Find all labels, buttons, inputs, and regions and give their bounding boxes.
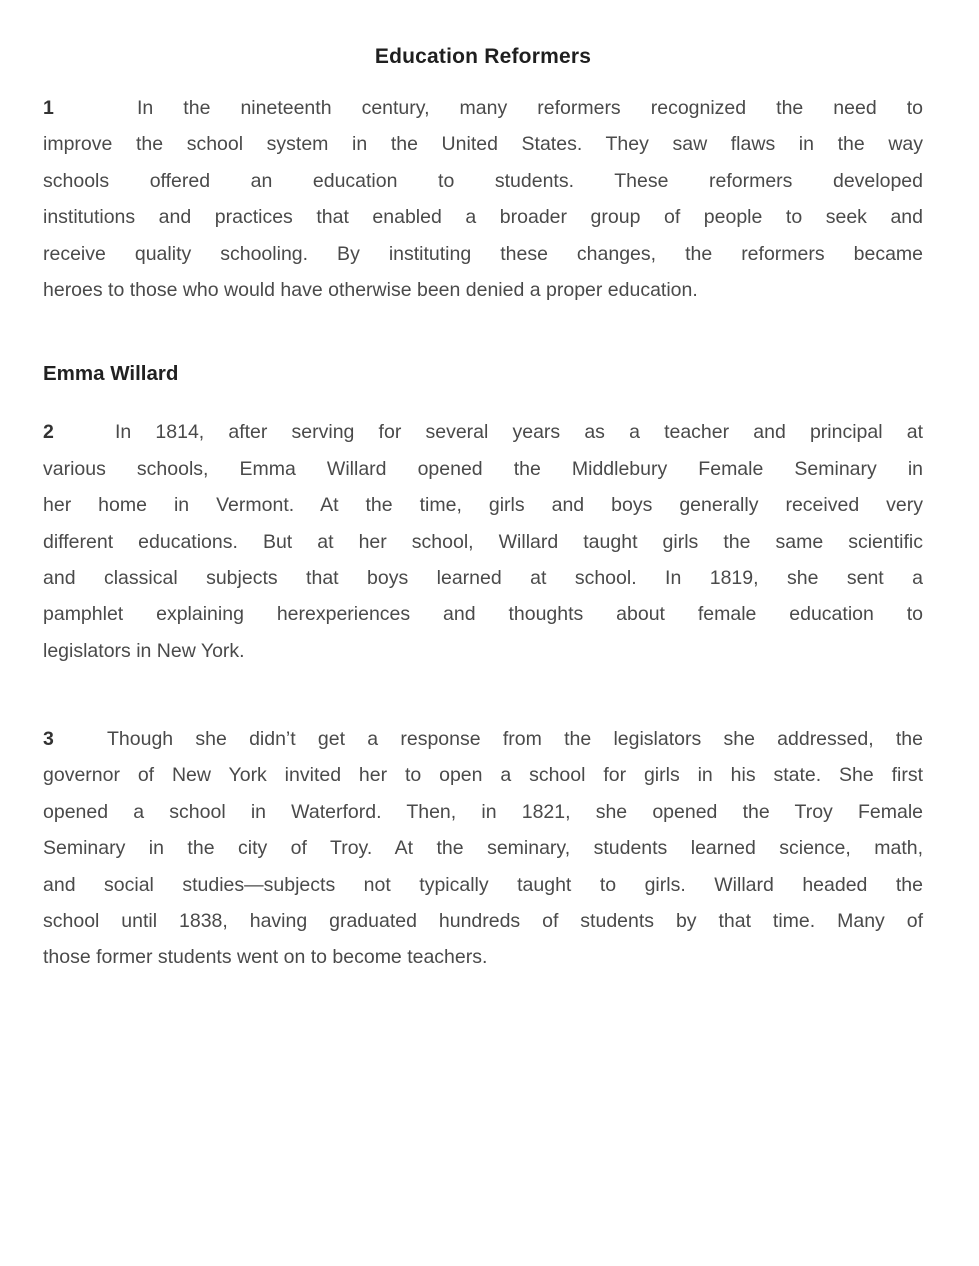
section-heading-emma-willard: Emma Willard xyxy=(43,362,179,386)
text-line: In the nineteenth century, many reformers recognized the need to xyxy=(137,97,923,119)
text-line: improve the school system in the United States. They saw flaws in the way xyxy=(43,133,923,156)
text-line: her home in Vermont. At the time, girls and boys generally received very xyxy=(43,494,923,517)
text-line: pamphlet explaining herexperiences and thoughts about female education to xyxy=(43,603,923,626)
paragraph-1 xyxy=(43,90,923,308)
passage-title: Education Reformers xyxy=(374,45,592,68)
text-line: Seminary in the city of Troy. At the seminary, students learned science, math, xyxy=(43,837,923,860)
text-line: and social studies—subjects not typically taught to girls. Willard headed the xyxy=(43,873,923,896)
text-line: different educations. But at her school, Willard taught girls the same scientific xyxy=(43,530,923,553)
paragraph-3-number: 3 xyxy=(43,728,54,751)
text-line: Though she didn’t get a response from the legislators she addressed, the xyxy=(107,728,923,751)
paragraph-3 xyxy=(43,721,923,976)
text-line: and classical subjects that boys learned at school. In 1819, she sent a xyxy=(43,566,923,589)
text-line: In 1814, after serving for several years as a teacher and principal at xyxy=(115,421,923,444)
paragraph-2-number: 2 xyxy=(43,421,54,444)
text-line: heroes to those who would have otherwise been denied a proper education. xyxy=(43,278,698,301)
paragraph-2 xyxy=(43,414,923,669)
text-line: various schools, Emma Willard opened the Middlebury Female Seminary in xyxy=(43,457,923,480)
text-line: receive quality schooling. By instituting these changes, the reformers became xyxy=(43,242,923,265)
text-line: legislators in New York. xyxy=(43,639,245,662)
paragraph-1-number: 1 xyxy=(43,97,54,119)
text-line: school until 1838, having graduated hundreds of students by that time. Many of xyxy=(43,910,923,933)
text-line: opened a school in Waterford. Then, in 1821, she opened the Troy Female xyxy=(43,800,923,823)
text-line: institutions and practices that enabled a broader group of people to seek and xyxy=(43,206,923,229)
text-line: schools offered an education to students. These reformers developed xyxy=(43,169,923,192)
text-line: governor of New York invited her to open a school for girls in his state. She first xyxy=(43,764,923,787)
text-line: those former students went on to become teachers. xyxy=(43,946,488,969)
